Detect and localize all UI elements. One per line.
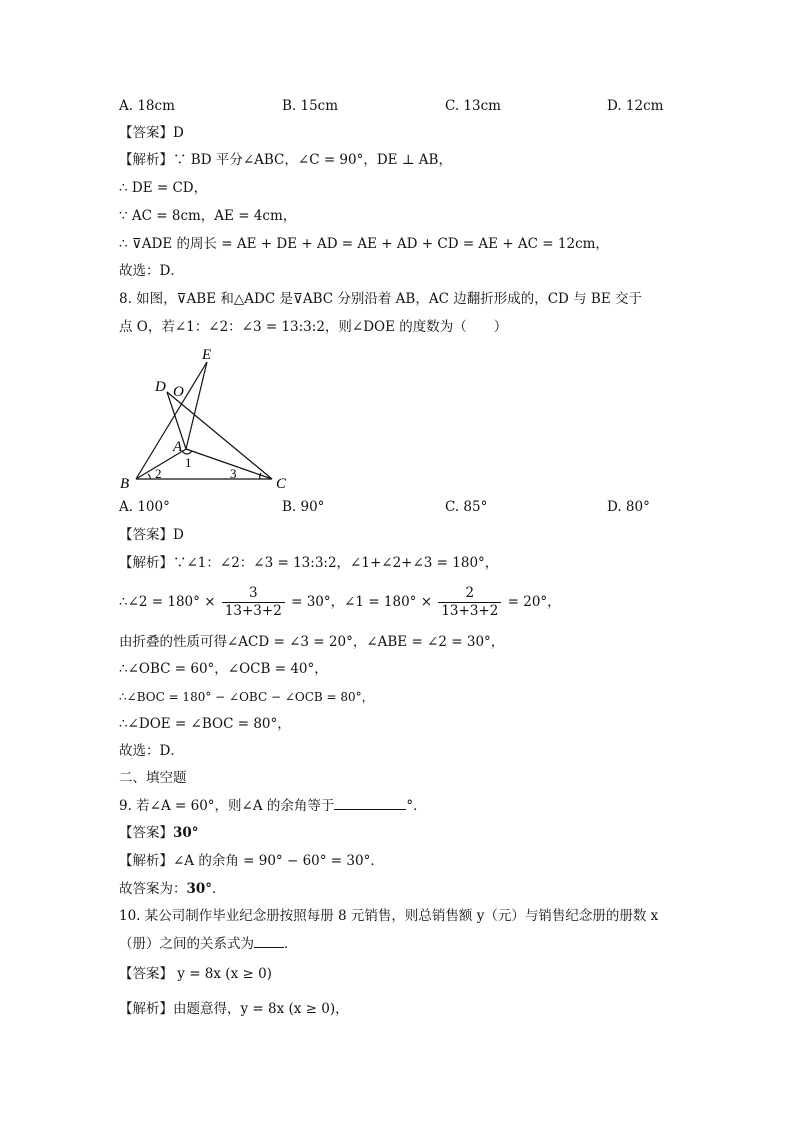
q7-analysis-line: ∴ ⊽ADE 的周长 = AE + DE + AD = AE + AD + CD = AE + AC = 12cm， — [119, 236, 609, 252]
fraction-2-numerator: 2 — [438, 585, 501, 603]
q8-choice-a: A. 100° — [119, 499, 170, 515]
q8-analysis-line: 由折叠的性质可得∠ACD = ∠3 = 20°，∠ABE = ∠2 = 30°， — [119, 634, 505, 650]
q9-final-prefix: 故答案为： — [119, 881, 187, 897]
segment-cd — [167, 392, 272, 479]
q8-answer: 【答案】D — [119, 527, 184, 543]
q7-analysis-line: ∴ DE = CD， — [119, 180, 208, 196]
q8-analysis-line: ∴∠BOC = 180° − ∠OBC − ∠OCB = 80°， — [119, 690, 374, 704]
calc-suffix: = 20°， — [507, 594, 561, 610]
angle-3-arc — [260, 473, 261, 479]
q10-stem — [119, 934, 298, 954]
fraction-1 — [222, 585, 285, 620]
q9-final-value: 30° — [186, 881, 213, 897]
q9-analysis: 【解析】∠A 的余角 = 90° − 60° = 30°． — [119, 853, 384, 869]
q9-stem-text: 9. 若∠A = 60°，则∠A 的余角等于 — [119, 798, 335, 814]
q10-analysis: 【解析】由题意得，y = 8x (x ≥ 0)， — [119, 1001, 349, 1017]
q10-stem-suffix: ． — [284, 936, 298, 952]
fraction-2-denominator: 13+3+2 — [441, 603, 499, 619]
q8-analysis-line: 【解析】∵∠1：∠2：∠3 = 13:3:2，∠1+∠2+∠3 = 180°， — [119, 555, 499, 571]
angle-2-arc — [148, 474, 150, 479]
calc-prefix: ∴∠2 = 180° × — [119, 594, 216, 610]
q8-choice-d: D. 80° — [607, 499, 650, 515]
q10-stem: 10. 某公司制作毕业纪念册按照每册 8 元销售，则总销售额 y（元）与销售纪念册的册数 x — [119, 908, 659, 924]
calc-mid: = 30°，∠1 = 180° × — [291, 594, 433, 610]
q7-choice-c: C. 13cm — [445, 98, 501, 114]
angle-1-arc — [182, 451, 192, 454]
fraction-1-denominator: 13+3+2 — [224, 603, 282, 619]
q7-conclusion: 故选：D． — [119, 263, 184, 279]
q8-choice-c: C. 85° — [445, 499, 488, 515]
q9-answer — [119, 823, 199, 843]
label-e: E — [202, 347, 212, 363]
q8-stem: 点 O，若∠1：∠2：∠3 = 13:3:2，则∠DOE 的度数为（ ） — [119, 319, 508, 335]
q7-choice-d: D. 12cm — [607, 98, 664, 114]
q9-stem — [119, 796, 427, 816]
fraction-1-numerator: 3 — [222, 585, 285, 603]
q8-triangle-figure — [112, 340, 302, 495]
q8-conclusion: 故选：D． — [119, 743, 184, 759]
q10-stem-text: （册）之间的关系式为 — [119, 936, 254, 952]
q7-choice-a: A. 18cm — [119, 98, 175, 114]
q10-answer: 【答案】 y = 8x (x ≥ 0) — [119, 966, 272, 982]
section-title: 二、填空题 — [119, 770, 187, 786]
q7-answer: 【答案】D — [119, 125, 184, 141]
q8-stem: 8. 如图，⊽ABE 和△ADC 是⊽ABC 分别沿着 AB，AC 边翻折形成的，CD 与 BE 交于 — [119, 291, 642, 307]
q7-analysis-line: ∵ AC = 8cm，AE = 4cm， — [119, 208, 297, 224]
q9-final — [119, 879, 226, 899]
label-angle-2: 2 — [155, 466, 162, 481]
label-d: D — [155, 379, 166, 395]
q8-analysis-line: ∴∠DOE = ∠BOC = 80°， — [119, 716, 291, 732]
q9-stem-suffix: °． — [406, 798, 427, 814]
segment-ae — [186, 362, 207, 449]
label-angle-1: 1 — [185, 455, 192, 470]
q9-answer-label: 【答案】 — [119, 825, 173, 841]
q7-choice-b: B. 15cm — [282, 98, 339, 114]
q8-fraction-calc — [119, 584, 561, 620]
label-b: B — [120, 476, 130, 492]
q10-answer-blank — [254, 934, 284, 948]
label-angle-3: 3 — [230, 466, 237, 481]
q8-choice-b: B. 90° — [282, 499, 325, 515]
q9-final-suffix: ． — [212, 881, 226, 897]
label-o: O — [173, 384, 184, 400]
q7-analysis-line: 【解析】∵ BD 平分∠ABC，∠C = 90°，DE ⊥ AB， — [119, 152, 452, 168]
q9-answer-value: 30° — [173, 825, 199, 841]
segment-ac — [186, 449, 272, 479]
segment-be — [136, 362, 207, 479]
q8-analysis-line: ∴∠OBC = 60°，∠OCB = 40°， — [119, 661, 328, 677]
label-c: C — [276, 476, 287, 492]
label-a: A — [173, 439, 183, 455]
fraction-2 — [438, 585, 501, 620]
q9-answer-blank — [334, 796, 406, 810]
